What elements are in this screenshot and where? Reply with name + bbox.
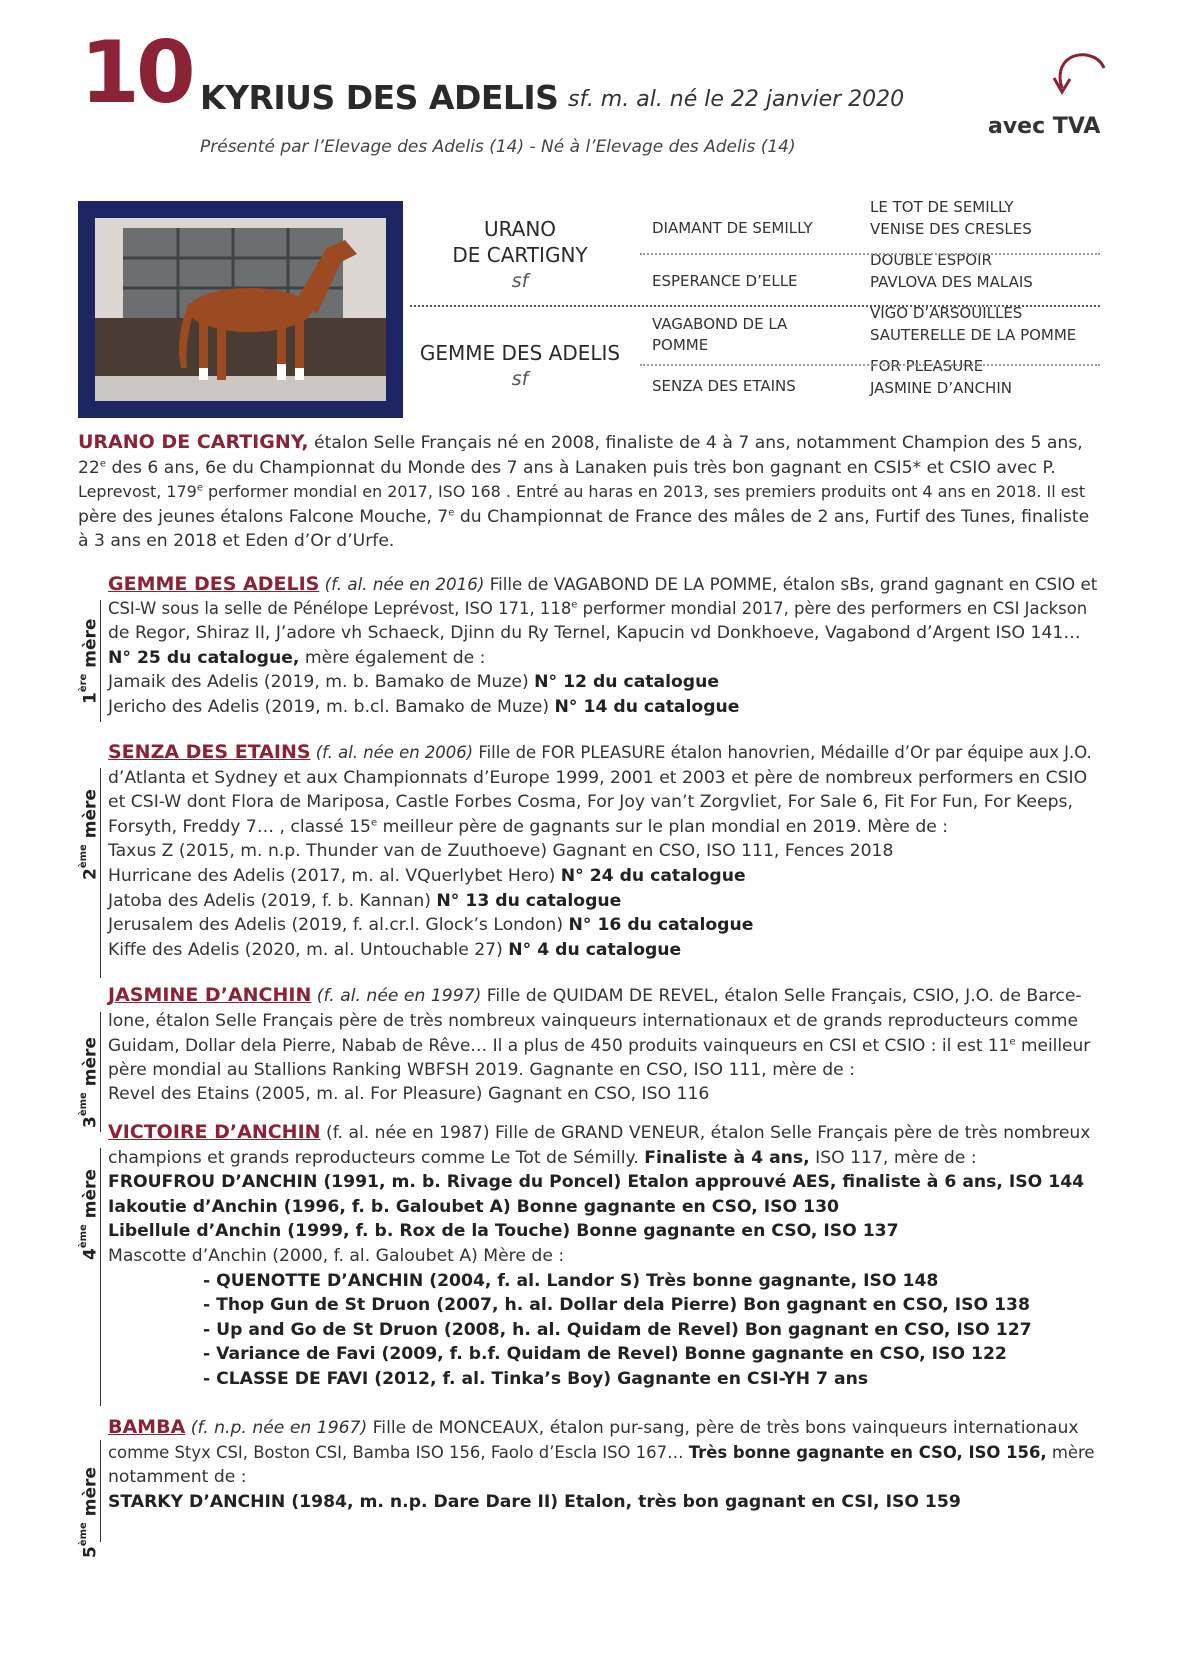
lot-number: 10 bbox=[80, 23, 192, 123]
tva-label: avec TVA bbox=[988, 114, 1101, 139]
horse-photo-frame bbox=[78, 201, 403, 418]
dam2-label: 2ème mère bbox=[78, 789, 101, 880]
section-bar bbox=[100, 768, 101, 978]
pedigree-gen3-4: FOR PLEASURE JASMINE D’ANCHIN bbox=[870, 357, 1012, 397]
dam5-section: BAMBA (f. n.p. née en 1967) Fille de MONCEAUX, étalon pur-sang, père de très bons vainqueurs internationaux comme Styx CSI, Boston CSI, Bamba ISO 156, Faolo d’Escla ISO 167… Très bonne gagnante en CSO, ISO 156, mère notamment de : STARKY D’ANCHIN (1984, m. n.p. Dare Dare II) Etalon, très bon gagnant en CSI, ISO 159 bbox=[108, 1416, 1095, 1512]
horse-name: KYRIUS DES ADELIS bbox=[200, 78, 559, 117]
section-bar bbox=[100, 1012, 101, 1132]
pedigree-gen3-2: DOUBLE ESPOIR PAVLOVA DES MALAIS bbox=[870, 251, 1033, 291]
dam4-section: VICTOIRE D’ANCHIN (f. al. née en 1987) Fille de GRAND VENEUR, étalon Selle Français père de très nombreux champions et grands reproducteurs comme Le Tot de Sémilly. Finaliste à 4 ans, ISO 117, mère de : FROUFROU D’ANCHIN (1991, m. b. Rivage du Poncel) Etalon approuvé AES, finaliste à 6 ans, ISO 144 Iakoutie d’Anchin (1996, f. b. Galoubet A) Bonne gagnante en CSO, ISO 130 Libellule d’Anchin (1999, f. b. Rox de la Touche) Bonne gagnante en CSO, ISO 137 Mascotte d’Anchin (2000, f. al. Galoubet A) Mère de : - QUENOTTE D’ANCHIN (2004, f. al. Landor S) Très bonne gagnante, ISO 148 - Thop Gun de St Druon (2007, h. al. Dollar dela Pierre) Bon gagnant en CSO, ISO 138 - Up and Go de St Druon (2008, h. al. Quidam de Revel) Bon gagnant en CSO, ISO 127 - Variance de Favi (2009, f. b.f. Quidam de Revel) Bonne gagnante en CSO, ISO 122 - CLASSE DE FAVI (2012, f. al. Tinka’s Boy) Gagnante en CSI-YH 7 ans bbox=[108, 1121, 1091, 1389]
pedigree-sire: URANO DE CARTIGNY sf bbox=[452, 217, 588, 292]
section-bar bbox=[100, 1440, 101, 1542]
pedigree-gen3-3: VIGO D’ARSOUILLES SAUTERELLE DE LA POMME bbox=[870, 304, 1077, 344]
pedigree-divider bbox=[640, 364, 1100, 366]
pedigree-divider-main bbox=[410, 305, 1100, 307]
pedigree-dam-sire: VAGABOND DE LA POMME bbox=[652, 315, 788, 354]
section-bar bbox=[100, 600, 101, 722]
dam1-section: GEMME DES ADELIS (f. al. née en 2016) Fille de VAGABOND DE LA POMME, étalon sBs, grand gagnant en CSIO et CSI-W sous la selle de Pénélope Leprévost, ISO 171, 118e performer mondial 2017, père des performers en CSI Jackson de Regor, Shiraz II, J’adore vh Schaeck, Djinn du Ry Ternel, Kapucin vd Donkhoeve, Vagabond d’Argent ISO 141… N° 25 du catalogue, mère également de : Jamaik des Adelis (2019, m. b. Bamako de Muze) N° 12 du catalogue Jericho des Adelis (2019, m. b.cl. Bamako de Muze) N° 14 du catalogue bbox=[108, 573, 1098, 717]
dam3-section: JASMINE D’ANCHIN (f. al. née en 1997) Fille de QUIDAM DE REVEL, étalon Selle Français, CSIO, J.O. de Barce- lone, étalon Selle Français père de très nombreux vainqueurs internationaux et de grands reproducteurs comme Guidam, Dollar dela Pierre, Nabab de Rêve… Il a plus de 450 produits vainqueurs en CSI et CSIO : il est 11e meilleur père mondial au Stallions Ranking WBFSH 2019. Gagnante en CSO, ISO 111, mère de : Revel des Etains (2005, m. al. For Pleasure) Gagnant en CSO, ISO 116 bbox=[108, 984, 1091, 1105]
section-bar bbox=[100, 1148, 101, 1406]
pedigree-divider bbox=[640, 253, 1100, 255]
dam4-label: 4ème mère bbox=[78, 1169, 101, 1260]
dam3-label: 3ème mère bbox=[78, 1037, 101, 1128]
horse-description: sf. m. al. né le 22 janvier 2020 bbox=[568, 87, 905, 112]
pedigree-sire-dam: ESPERANCE D’ELLE bbox=[652, 272, 798, 290]
curved-arrow-icon bbox=[1040, 48, 1110, 104]
dam2-section: SENZA DES ETAINS (f. al. née en 2006) Fille de FOR PLEASURE étalon hanovrien, Médaille d’Or par équipe aux J.O. d’Atlanta et Sydney et aux Championnats d’Europe 1999, 2001 et 2003 et père de nombreux performers en CSIO et CSI-W dont Flora de Mariposa, Castle Forbes Cosma, For Joy van’t Zorgvliet, For Sale 6, Fit For Fun, For Keeps, Forsyth, Freddy 7… , classé 15e meilleur père de gagnants sur le plan mondial en 2019. Mère de : Taxus Z (2015, m. n.p. Thunder van de Zuuthoeve) Gagnant en CSO, ISO 111, Fences 2018 Hurricane des Adelis (2017, m. al. VQuerlybet Hero) N° 24 du catalogue Jatoba des Adelis (2019, f. b. Kannan) N° 13 du catalogue Jerusalem des Adelis (2019, f. al.cr.l. Glock’s London) N° 16 du catalogue Kiffe des Adelis (2020, m. al. Untouchable 27) N° 4 du catalogue bbox=[108, 741, 1092, 960]
pedigree-dam: GEMME DES ADELIS sf bbox=[419, 341, 621, 390]
sire-description: URANO DE CARTIGNY, étalon Selle Français né en 2008, finaliste de 4 à 7 ans, notamment Champion des 5 ans, 22e des 6 ans, 6e du Championnat du Monde des 7 ans à Lanaken puis très bon gagnant en CSI5* et CSIO avec P. Leprevost, 179e performer mondial en 2017, ISO 168 . Entré au haras en 2013, ses premiers produits ont 4 ans en 2018. Il est père des jeunes étalons Falcone Mouche, 7e du Championnat de France des mâles de 2 ans, Furtif des Tunes, finaliste à 3 ans en 2018 et Eden d’Or d’Urfe. bbox=[78, 431, 1090, 552]
horse-photo bbox=[95, 218, 386, 401]
pedigree-dam-dam: SENZA DES ETAINS bbox=[652, 377, 796, 395]
pedigree-gen3-1: LE TOT DE SEMILLY VENISE DES CRESLES bbox=[870, 198, 1032, 238]
dam1-label: 1ère mère bbox=[78, 618, 101, 704]
pedigree-sire-sire: DIAMANT DE SEMILLY bbox=[652, 219, 813, 237]
presented-by: Présenté par l’Elevage des Adelis (14) - Né à l’Elevage des Adelis (14) bbox=[200, 137, 796, 157]
pedigree-table bbox=[410, 200, 1100, 420]
dam5-label: 5ème mère bbox=[78, 1467, 101, 1558]
